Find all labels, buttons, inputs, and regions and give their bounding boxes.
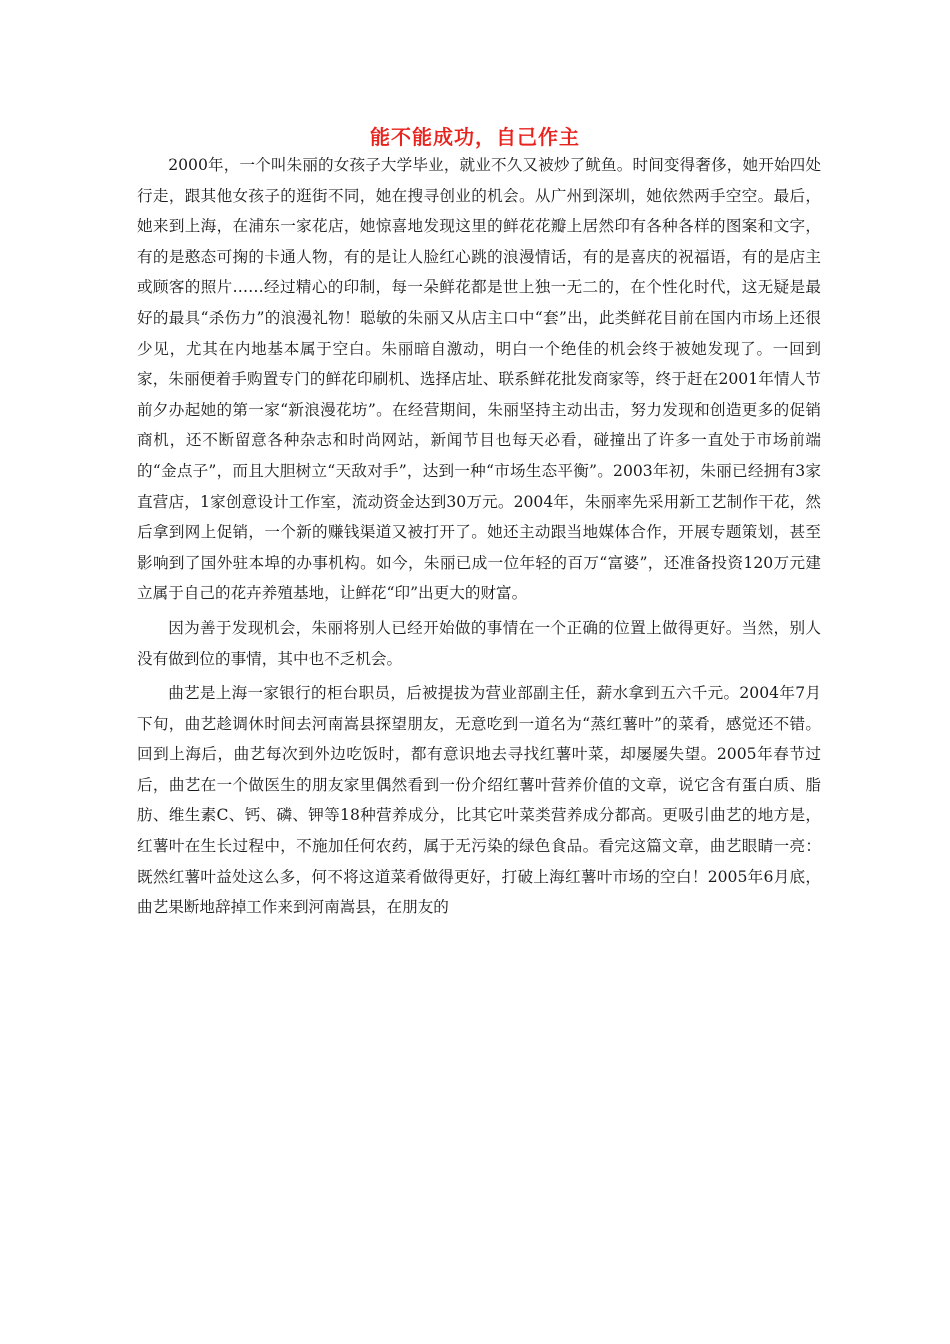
document-title: 能不能成功，自己作主 xyxy=(370,125,580,149)
paragraph-3: 曲艺是上海一家银行的柜台职员，后被提拔为营业部副主任，薪水拿到五六千元。2004年7月下旬，曲艺趁调休时间去河南嵩县探望朋友，无意吃到一道名为“蒸红薯叶”的菜肴，感觉还不错。回到上海后，曲艺每次到外边吃饭时，都有意识地去寻找红薯叶菜，却屡屡失望。2005年春节过后，曲艺在一个做医生的朋友家里偶然看到一份介绍红薯叶营养价值的文章，说它含有蛋白质、脂肪、维生素C、钙、磷、钾等18种营养成分，比其它叶菜类营养成分都高。更吸引曲艺的地方是，红薯叶在生长过程中，不施加任何农药，属于无污染的绿色食品。看完这篇文章，曲艺眼睛一亮：既然红薯叶益处这么多，何不将这道菜肴做得更好，打破上海红薯叶市场的空白！2005年6月底，曲艺果断地辞掉工作来到河南嵩县，在朋友的 xyxy=(137,684,821,917)
document-body xyxy=(137,150,821,927)
paragraph-1: 2000年，一个叫朱丽的女孩子大学毕业，就业不久又被炒了鱿鱼。时间变得奢侈，她开始四处行走，跟其他女孩子的逛街不同，她在搜寻创业的机会。从广州到深圳，她依然两手空空。最后，她来到上海，在浦东一家花店，她惊喜地发现这里的鲜花花瓣上居然印有各种各样的图案和文字，有的是憨态可掬的卡通人物，有的是让人脸红心跳的浪漫情话，有的是喜庆的祝福语，有的是店主或顾客的照片……经过精心的印制，每一朵鲜花都是世上独一无二的，在个性化时代，这无疑是最好的最具“杀伤力”的浪漫礼物！聪敏的朱丽又从店主口中“套”出，此类鲜花目前在国内市场上还很少见，尤其在内地基本属于空白。朱丽暗自激动，明白一个绝佳的机会终于被她发现了。一回到家，朱丽便着手购置专门的鲜花印刷机、选择店址、联系鲜花批发商家等，终于赶在2001年情人节前夕办起她的第一家“新浪漫花坊”。在经营期间，朱丽坚持主动出击，努力发现和创造更多的促销商机，还不断留意各种杂志和时尚网站，新闻节目也每天必看，碰撞出了许多一直处于市场前端的“金点子”，而且大胆树立“天敌对手”，达到一种“市场生态平衡”。2003年初，朱丽已经拥有3家直营店，1家创意设计工作室，流动资金达到30万元。2004年，朱丽率先采用新工艺制作干花，然后拿到网上促销，一个新的赚钱渠道又被打开了。她还主动跟当地媒体合作，开展专题策划，甚至影响到了国外驻本埠的办事机构。如今，朱丽已成一位年轻的百万“富婆”，还准备投资120万元建立属于自己的花卉养殖基地，让鲜花“印”出更大的财富。 xyxy=(137,156,821,603)
paragraph-2: 因为善于发现机会，朱丽将别人已经开始做的事情在一个正确的位置上做得更好。当然，别人没有做到位的事情，其中也不乏机会。 xyxy=(137,618,821,668)
